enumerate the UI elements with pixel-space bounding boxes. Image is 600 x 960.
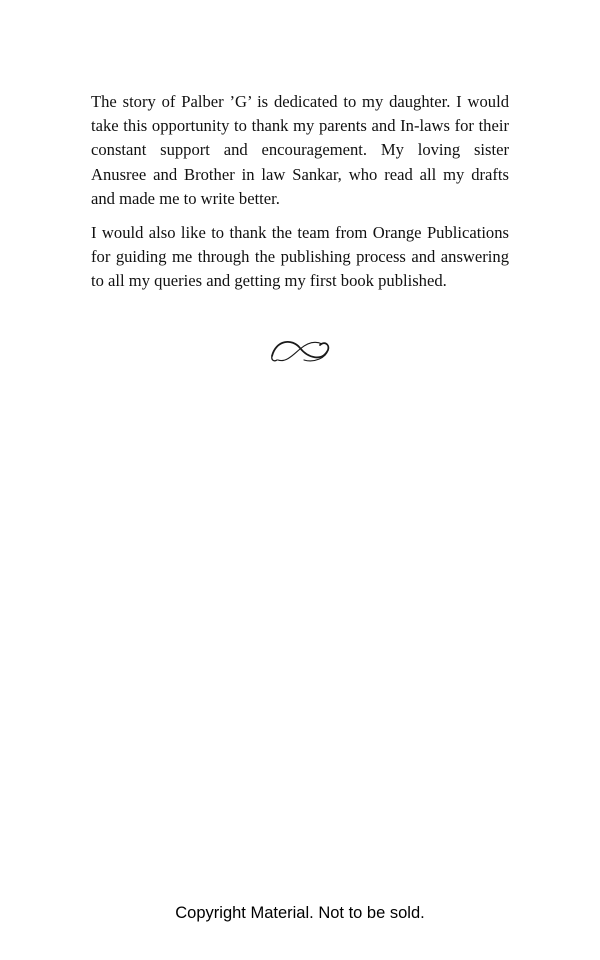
acknowledgement-paragraph-2: I would also like to thank the team from Orange Publications for guiding me through the publishing process and answering to all my queries and getting my first book published. bbox=[91, 223, 509, 291]
flourish-ornament-icon bbox=[268, 336, 332, 366]
copyright-notice: Copyright Material. Not to be sold. bbox=[175, 904, 425, 922]
acknowledgement-text bbox=[91, 90, 509, 304]
acknowledgement-paragraph-1: The story of Palber ’G’ is dedicated to my daughter. I would take this opportunity to thank my parents and In-laws for their constant support and encouragement. My loving sister Anusree and Brother in law Sankar, who read all my drafts and made me to write better. bbox=[91, 92, 509, 208]
